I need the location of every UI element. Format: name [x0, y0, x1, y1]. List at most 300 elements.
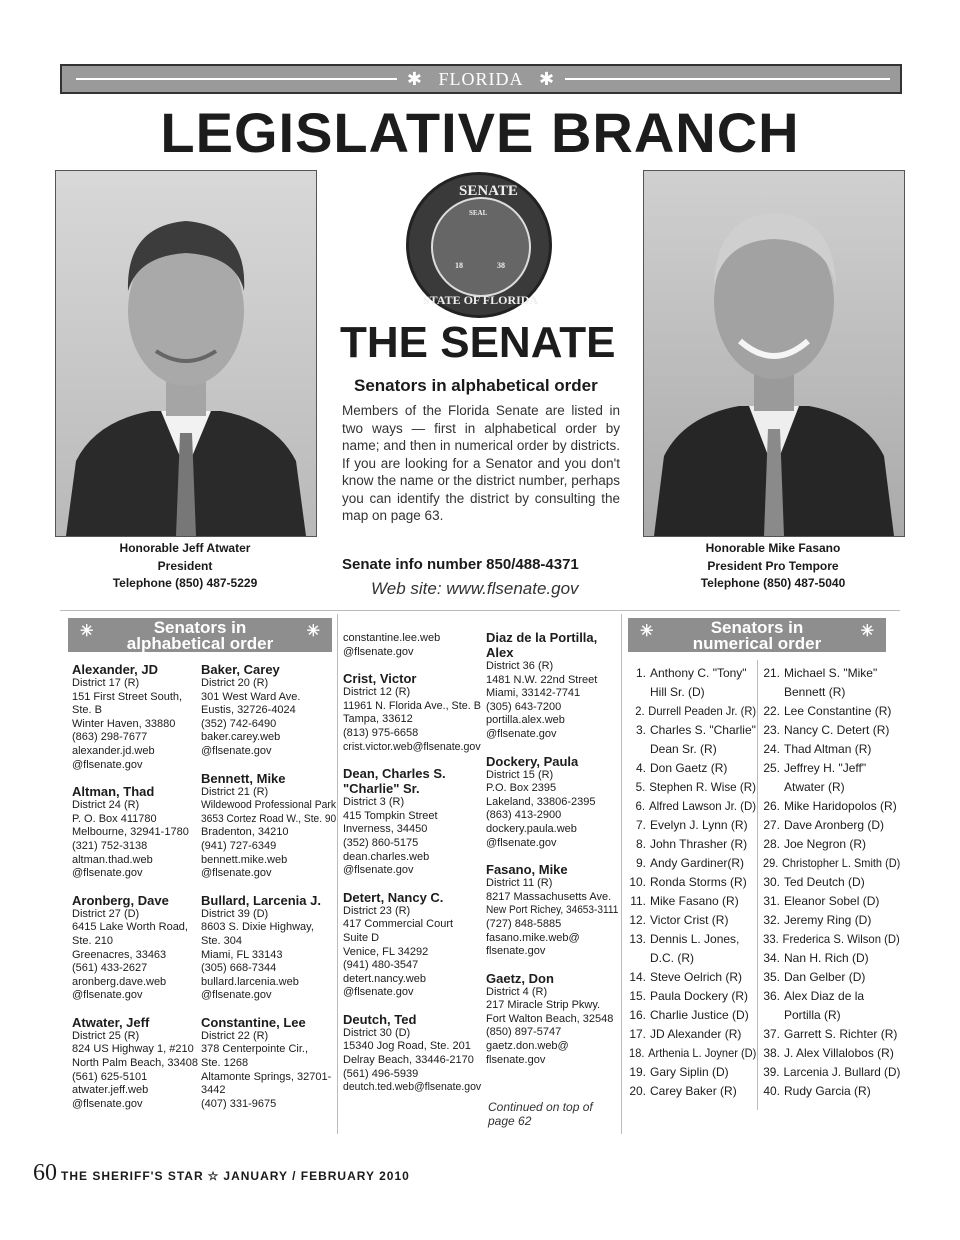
- district-number: 1.: [635, 666, 646, 680]
- senator-detail-line: @flsenate.gov: [486, 836, 557, 849]
- senator-name: Alexander, JD: [72, 662, 158, 677]
- president-caption: [55, 540, 315, 593]
- senator-detail-line: Miami, 33142-7741: [486, 687, 581, 700]
- senator-entry: [343, 632, 481, 659]
- senator-detail-line: Delray Beach, 33446-2170: [343, 1054, 474, 1067]
- senator-detail-line: flsenate.gov: [486, 945, 546, 958]
- district-senator: Durrell Peaden Jr. (R): [648, 704, 757, 718]
- senator-detail-line: alexander.jd.web: [72, 744, 155, 757]
- senator-detail-line: Tampa, 33612: [343, 713, 413, 726]
- senator-detail-line: District 20 (R): [201, 677, 269, 689]
- district-senator: Frederica S. Wilson (D): [782, 932, 900, 946]
- district-list-item: [626, 1044, 757, 1063]
- senator-detail-line: New Port Richey, 34653-3111: [486, 904, 619, 917]
- senator-detail-line: @flsenate.gov: [486, 727, 557, 740]
- district-senator: Thad Altman (R): [784, 742, 872, 756]
- senator-name: Bennett, Mike: [201, 770, 286, 786]
- senator-detail-line: (863) 298-7677: [72, 731, 148, 744]
- alpha-column-3: [343, 632, 481, 1107]
- district-senator: Dave Aronberg (D): [784, 818, 885, 832]
- district-number: 34.: [763, 951, 780, 965]
- district-list-item: [626, 797, 757, 816]
- president-name: Honorable Jeff Atwater: [119, 541, 251, 555]
- district-senator: Garrett S. Richter (R): [784, 1027, 898, 1041]
- senator-detail-line: (863) 413-2900: [486, 809, 562, 822]
- senator-detail-line: @flsenate.gov: [72, 758, 143, 771]
- numerical-column-right: [760, 664, 900, 1101]
- senator-detail-line: (352) 860-5175: [343, 836, 419, 849]
- district-list-item: [760, 664, 900, 683]
- district-senator: Eleanor Sobel (D): [784, 894, 880, 908]
- numerical-order-header: [628, 618, 886, 652]
- senator-detail-line: @flsenate.gov: [201, 867, 272, 880]
- district-list-item: [760, 854, 901, 873]
- district-number: 10.: [629, 875, 646, 889]
- senator-detail-line: District 15 (R): [486, 768, 554, 781]
- senator-detail-line: District 12 (R): [343, 686, 411, 699]
- district-number: 7.: [635, 818, 646, 832]
- district-list-item: [760, 797, 900, 816]
- district-list-item: [626, 930, 756, 949]
- district-list-item: [626, 854, 756, 873]
- district-senator: Mike Haridopolos (R): [784, 799, 897, 813]
- senator-name: Baker, Carey: [201, 662, 280, 677]
- senator-detail-line: Lakeland, 33806-2395: [486, 795, 596, 808]
- senator-entry: [486, 754, 618, 851]
- senator-detail-line: District 30 (D): [343, 1026, 411, 1039]
- district-senator: Dennis L. Jones,: [650, 932, 740, 946]
- senator-detail-line: Greenacres, 33463: [72, 948, 167, 961]
- district-senator: Charlie Justice (D): [650, 1008, 749, 1022]
- district-senator: Rudy Garcia (R): [784, 1084, 871, 1098]
- senator-detail-line: Bradenton, 34210: [201, 826, 289, 839]
- asterisk-icon: ✳: [306, 623, 320, 640]
- district-list-item: [760, 1063, 901, 1082]
- senator-entry: [72, 1015, 200, 1112]
- senator-detail-line: constantine.lee.web: [343, 632, 441, 644]
- senator-entry: [343, 890, 481, 1000]
- district-senator: Christopher L. Smith (D): [781, 856, 901, 870]
- senator-detail-line: District 23 (R): [343, 904, 411, 917]
- senator-detail-line: 11961 N. Florida Ave., Ste. B: [343, 699, 481, 712]
- state-banner: [60, 64, 902, 94]
- district-number: 40.: [763, 1084, 780, 1098]
- senate-website: Web site: www.flsenate.gov: [371, 579, 579, 598]
- district-list-item: [760, 1025, 900, 1044]
- district-list-item: [626, 873, 756, 892]
- district-list-item: [626, 892, 756, 911]
- senator-detail-line: Fort Walton Beach, 32548: [486, 1012, 614, 1025]
- district-senator: Bennett (R): [784, 685, 846, 699]
- senator-detail-line: dockery.paula.web: [486, 822, 577, 835]
- senator-name: Crist, Victor: [343, 671, 417, 687]
- senator-detail-line: @flsenate.gov: [343, 986, 414, 999]
- district-list-item: [626, 987, 756, 1006]
- district-senator: Arthenia L. Joyner (D): [648, 1046, 757, 1060]
- senator-detail-line: 1481 N.W. 22nd Street: [486, 673, 598, 686]
- star-icon: ☆: [207, 1169, 220, 1183]
- district-senator: Larcenia J. Bullard (D): [783, 1065, 901, 1079]
- district-senator: Paula Dockery (R): [650, 989, 749, 1003]
- senator-detail-line: 3653 Cortez Road W., Ste. 90: [201, 812, 337, 825]
- district-list-item: [760, 835, 900, 854]
- district-number: 22.: [763, 704, 780, 718]
- seal-top-text: SENATE: [459, 183, 518, 199]
- district-list-item: [760, 949, 900, 968]
- senator-name: Fasano, Mike: [486, 862, 568, 878]
- alpha-column-4: [486, 630, 618, 1079]
- senator-detail-line: portilla.alex.web: [486, 714, 565, 727]
- page-footer: [33, 1160, 410, 1187]
- senator-detail-line: bennett.mike.web: [201, 853, 288, 866]
- senator-detail-line: (321) 752-3138: [72, 839, 148, 852]
- pro-tempore-phone: Telephone (850) 487-5040: [700, 576, 846, 590]
- district-senator: Dean Sr. (R): [650, 742, 717, 756]
- district-list-item: [760, 721, 900, 740]
- senator-name: Constantine, Lee: [201, 1014, 306, 1030]
- senator-detail-line: @flsenate.gov: [201, 744, 272, 757]
- senator-entry: [486, 971, 618, 1068]
- senator-detail-line: District 22 (R): [201, 1029, 269, 1042]
- district-number: 2.: [635, 704, 645, 718]
- senator-detail-line: 15340 Jog Road, Ste. 201: [343, 1040, 471, 1053]
- senator-detail-line: @flsenate.gov: [343, 864, 414, 877]
- district-number: 36.: [763, 989, 780, 1003]
- section-divider: [60, 610, 900, 611]
- publication-name: THE SHERIFF'S STAR: [61, 1169, 204, 1183]
- senator-detail-line: atwater.jeff.web: [72, 1084, 149, 1097]
- senator-detail-line: @flsenate.gov: [201, 989, 272, 1002]
- senator-name: Detert, Nancy C.: [343, 889, 444, 905]
- district-number: 28.: [763, 837, 780, 851]
- senator-name: Aronberg, Dave: [72, 892, 169, 908]
- senator-detail-line: (941) 480-3547: [343, 959, 419, 972]
- district-list-item: [626, 1025, 756, 1044]
- asterisk-icon: ✳: [640, 623, 654, 640]
- senator-detail-line: Venice, FL 34292: [343, 945, 429, 958]
- senator-name: Altman, Thad: [72, 784, 155, 800]
- district-senator: Mike Fasano (R): [650, 894, 739, 908]
- district-number: 17.: [629, 1027, 646, 1041]
- senator-detail-line: Winter Haven, 33880: [72, 717, 176, 730]
- district-senator: Michael S. "Mike": [784, 666, 878, 680]
- senator-detail-line: District 25 (R): [72, 1029, 140, 1042]
- senator-detail-line: detert.nancy.web: [343, 972, 426, 985]
- district-number: 20.: [629, 1084, 646, 1098]
- senator-entry: [201, 1015, 336, 1112]
- district-list-item: [626, 721, 756, 740]
- seal-year-right: 38: [497, 261, 505, 270]
- district-senator: Jeffrey H. "Jeff": [784, 761, 867, 775]
- alpha-order-header: [68, 618, 332, 652]
- senator-detail-line: 8603 S. Dixie Highway,: [201, 921, 314, 934]
- senator-name: Atwater, Jeff: [72, 1014, 150, 1030]
- district-list-item: [626, 835, 756, 854]
- district-number: 38.: [763, 1046, 780, 1060]
- district-list-item: [760, 740, 900, 759]
- senator-entry: [72, 662, 200, 772]
- district-list-item: [760, 816, 900, 835]
- district-list-item: [760, 1044, 900, 1063]
- senator-detail-line: P. O. Box 411780: [72, 812, 157, 825]
- senator-detail-line: Miami, FL 33143: [201, 948, 283, 961]
- district-number: 19.: [629, 1065, 646, 1079]
- district-senator: J. Alex Villalobos (R): [784, 1046, 894, 1060]
- senator-detail-line: District 39 (D): [201, 907, 269, 920]
- column-divider: [337, 614, 338, 1134]
- district-senator: Anthony C. "Tony": [650, 666, 747, 680]
- senator-detail-line: Suite D: [343, 931, 380, 944]
- district-number: 26.: [763, 799, 780, 813]
- senator-detail-line: @flsenate.gov: [72, 1097, 143, 1110]
- district-senator: Carey Baker (R): [650, 1084, 737, 1098]
- senator-detail-line: District 17 (R): [72, 677, 140, 689]
- senator-detail-line: 6415 Lake Worth Road,: [72, 921, 188, 934]
- district-number: 16.: [629, 1008, 646, 1022]
- num-header-line1: Senators in: [710, 618, 804, 637]
- district-number: 18.: [629, 1046, 645, 1060]
- district-senator: Victor Crist (R): [650, 913, 729, 927]
- asterisk-icon: ✳: [80, 623, 94, 640]
- numerical-column-left: [626, 664, 756, 1101]
- senator-entry: [201, 893, 336, 1003]
- senator-detail-line: @flsenate.gov: [343, 645, 414, 658]
- district-number: 3.: [635, 723, 646, 737]
- district-number: 33.: [763, 932, 779, 946]
- president-pro-tempore-photo: [643, 170, 905, 537]
- senator-detail-line: 301 West Ward Ave.: [201, 690, 301, 703]
- banner-label: ✱ FLORIDA ✱: [62, 69, 900, 90]
- pro-tempore-title: President Pro Tempore: [707, 558, 839, 573]
- district-list-item: [760, 702, 900, 721]
- district-number: 30.: [763, 875, 780, 889]
- senator-detail-line: baker.carey.web: [201, 731, 281, 744]
- senator-name: Deutch, Ted: [343, 1011, 417, 1027]
- district-list-item: [760, 759, 900, 778]
- district-number: 11.: [630, 894, 646, 908]
- senator-detail-line: (850) 897-5747: [486, 1026, 562, 1039]
- senator-entry: [72, 784, 200, 881]
- senator-entry: [486, 630, 618, 742]
- district-list-item: [760, 930, 900, 949]
- district-senator: JD Alexander (R): [650, 1027, 742, 1041]
- page-number: 60: [33, 1160, 57, 1186]
- senator-detail-line: (727) 848-5885: [486, 917, 562, 930]
- district-number: 27.: [763, 818, 780, 832]
- district-list-item: [760, 1006, 900, 1025]
- district-number: 25.: [763, 761, 780, 775]
- district-number: 37.: [763, 1027, 780, 1041]
- district-senator: Nan H. Rich (D): [784, 951, 869, 965]
- district-number: 6.: [635, 799, 646, 813]
- senator-detail-line: @flsenate.gov: [72, 867, 143, 880]
- senator-detail-line: (305) 643-7200: [486, 700, 562, 713]
- senator-detail-line: Altamonte Springs, 32701-: [201, 1070, 332, 1083]
- district-senator: Steve Oelrich (R): [650, 970, 743, 984]
- district-number: 14.: [629, 970, 646, 984]
- asterisk-icon: ✳: [860, 623, 874, 640]
- senator-detail-line: deutch.ted.web@flsenate.gov: [343, 1081, 482, 1094]
- district-number: 23.: [763, 723, 780, 737]
- senator-entry: [72, 893, 200, 1003]
- district-list-item: [626, 1063, 756, 1082]
- senator-entry: [343, 766, 481, 878]
- senator-detail-line: (305) 668-7344: [201, 962, 277, 975]
- district-number: 29.: [763, 856, 779, 870]
- president-title: President: [157, 558, 213, 573]
- senator-detail-line: @flsenate.gov: [72, 989, 143, 1002]
- district-senator: Andy Gardiner(R): [650, 856, 745, 870]
- president-photo: [55, 170, 317, 537]
- district-number: 5.: [635, 780, 646, 794]
- senator-name: Dean, Charles S. "Charlie" Sr.: [343, 766, 446, 797]
- district-number: 9.: [635, 856, 646, 870]
- district-senator: Lee Constantine (R): [784, 704, 892, 718]
- president-phone: Telephone (850) 487-5229: [112, 576, 258, 590]
- senator-detail-line: Wildewood Professional Park: [201, 799, 337, 812]
- alpha-column-2: [201, 662, 336, 1123]
- district-list-item: [626, 683, 756, 702]
- senator-detail-line: (561) 625-5101: [72, 1070, 148, 1083]
- senator-entry: [201, 771, 336, 881]
- page-headline: LEGISLATIVE BRANCH: [160, 101, 800, 164]
- district-number: 4.: [635, 761, 646, 775]
- district-list-item: [626, 1006, 756, 1025]
- senator-detail-line: P.O. Box 2395: [486, 782, 557, 795]
- senator-detail-line: (561) 433-2627: [72, 962, 148, 975]
- district-number: 12.: [629, 913, 646, 927]
- senator-detail-line: District 27 (D): [72, 907, 140, 920]
- senator-entry: [486, 862, 618, 959]
- senator-detail-line: 151 First Street South,: [72, 690, 183, 703]
- senator-detail-line: fasano.mike.web@: [486, 931, 580, 944]
- district-number: 32.: [763, 913, 780, 927]
- pro-tempore-name: Honorable Mike Fasano: [705, 541, 841, 555]
- district-list-item: [626, 968, 756, 987]
- senator-name: Diaz de la Portilla, Alex: [486, 630, 598, 660]
- continued-note: Continued on top of page 62: [488, 1100, 593, 1128]
- district-senator: Stephen R. Wise (R): [649, 780, 757, 794]
- senator-entry: [343, 671, 481, 754]
- banner-state-text: FLORIDA: [428, 69, 533, 89]
- senator-detail-line: Ste. 304: [201, 934, 242, 947]
- section-title: THE SENATE: [340, 318, 616, 367]
- pro-tempore-caption: [643, 540, 903, 593]
- district-list-item: [760, 911, 900, 930]
- senate-info-number: Senate info number 850/488-4371: [342, 556, 579, 573]
- senator-detail-line: District 4 (R): [486, 985, 548, 998]
- district-list-item: [760, 778, 900, 797]
- num-header-line2: numerical order: [692, 634, 822, 653]
- district-list-item: [626, 911, 756, 930]
- section-subhead: Senators in alphabetical order: [354, 376, 598, 395]
- senator-detail-line: District 3 (R): [343, 796, 405, 809]
- district-list-item: [626, 816, 756, 835]
- senator-detail-line: District 24 (R): [72, 799, 140, 812]
- senator-name: Bullard, Larcenia J.: [201, 892, 321, 908]
- district-list-item: [626, 1082, 756, 1101]
- senator-entry: [201, 662, 336, 759]
- issue-date: JANUARY / FEBRUARY 2010: [223, 1169, 410, 1183]
- district-list-item: [760, 683, 900, 702]
- senator-detail-line: (561) 496-5939: [343, 1067, 419, 1080]
- senator-detail-line: 217 Miracle Strip Pkwy.: [486, 999, 601, 1012]
- senator-detail-line: (352) 742-6490: [201, 717, 277, 730]
- senator-detail-line: District 36 (R): [486, 660, 554, 672]
- seal-bottom-text: STATE OF FLORIDA: [423, 293, 539, 307]
- senator-detail-line: gaetz.don.web@: [486, 1040, 569, 1053]
- district-list-item: [760, 873, 900, 892]
- district-senator: Dan Gelber (D): [784, 970, 866, 984]
- senator-detail-line: Ste. 1268: [201, 1057, 249, 1070]
- district-senator: Ronda Storms (R): [650, 875, 747, 889]
- district-number: 24.: [763, 742, 780, 756]
- district-senator: Alfred Lawson Jr. (D): [648, 799, 757, 813]
- district-number: 13.: [629, 932, 646, 946]
- district-list-item: [626, 949, 756, 968]
- senator-name: Dockery, Paula: [486, 753, 579, 769]
- district-senator: Charles S. "Charlie": [650, 723, 756, 737]
- seal-year-left: 18: [455, 261, 463, 270]
- district-number: 31.: [763, 894, 780, 908]
- district-list-item: [760, 987, 900, 1006]
- senator-detail-line: (407) 331-9675: [201, 1097, 277, 1110]
- senator-detail-line: District 21 (R): [201, 785, 269, 798]
- district-senator: Evelyn J. Lynn (R): [650, 818, 748, 832]
- senator-detail-line: Melbourne, 32941-1780: [72, 826, 189, 839]
- senate-seal: [406, 172, 552, 318]
- district-senator: Gary Siplin (D): [650, 1065, 729, 1079]
- alpha-column-1: [72, 662, 200, 1123]
- senator-detail-line: Ste. 210: [72, 934, 113, 947]
- senator-detail-line: 415 Tompkin Street: [343, 809, 438, 822]
- district-senator: Don Gaetz (R): [650, 761, 728, 775]
- senator-detail-line: 8217 Massachusetts Ave.: [486, 890, 612, 903]
- intro-paragraph: Members of the Florida Senate are listed in two ways — first in alphabetical order by name; and then in numerical order by districts. If you are looking for a Senator and you don't know the name or the district number, perhaps you can identify the district by consulting the map on page 63.: [342, 403, 620, 523]
- senator-detail-line: 824 US Highway 1, #210: [72, 1043, 194, 1056]
- district-number: 21.: [763, 666, 780, 680]
- seal-motto: SEAL: [469, 209, 488, 217]
- district-list-item: [626, 702, 757, 721]
- district-list-item: [626, 759, 756, 778]
- senator-detail-line: 417 Commercial Court: [343, 918, 454, 931]
- senator-detail-line: aronberg.dave.web: [72, 975, 167, 988]
- senator-detail-line: (813) 975-6658: [343, 726, 419, 739]
- senator-detail-line: bullard.larcenia.web: [201, 975, 299, 988]
- district-senator: Jeremy Ring (D): [784, 913, 872, 927]
- column-divider: [757, 660, 758, 1110]
- alpha-header-line1: Senators in: [153, 618, 247, 637]
- district-senator: Hill Sr. (D): [650, 685, 705, 699]
- district-list-item: [760, 1082, 900, 1101]
- district-list-item: [626, 778, 757, 797]
- district-senator: Atwater (R): [784, 780, 845, 794]
- district-list-item: [760, 968, 900, 987]
- district-senator: Joe Negron (R): [784, 837, 867, 851]
- senator-detail-line: 3442: [201, 1084, 226, 1097]
- alpha-header-line2: alphabetical order: [126, 634, 274, 653]
- senator-detail-line: Inverness, 34450: [343, 823, 428, 836]
- district-number: 39.: [763, 1065, 780, 1079]
- district-senator: Ted Deutch (D): [784, 875, 865, 889]
- senator-detail-line: flsenate.gov: [486, 1053, 546, 1066]
- senator-detail-line: 378 Centerpointe Cir.,: [201, 1043, 309, 1056]
- district-list-item: [626, 740, 756, 759]
- senator-entry: [343, 1012, 481, 1095]
- senator-detail-line: crist.victor.web@flsenate.gov: [343, 740, 481, 753]
- senator-detail-line: (941) 727-6349: [201, 839, 277, 852]
- senator-name: Gaetz, Don: [486, 970, 554, 986]
